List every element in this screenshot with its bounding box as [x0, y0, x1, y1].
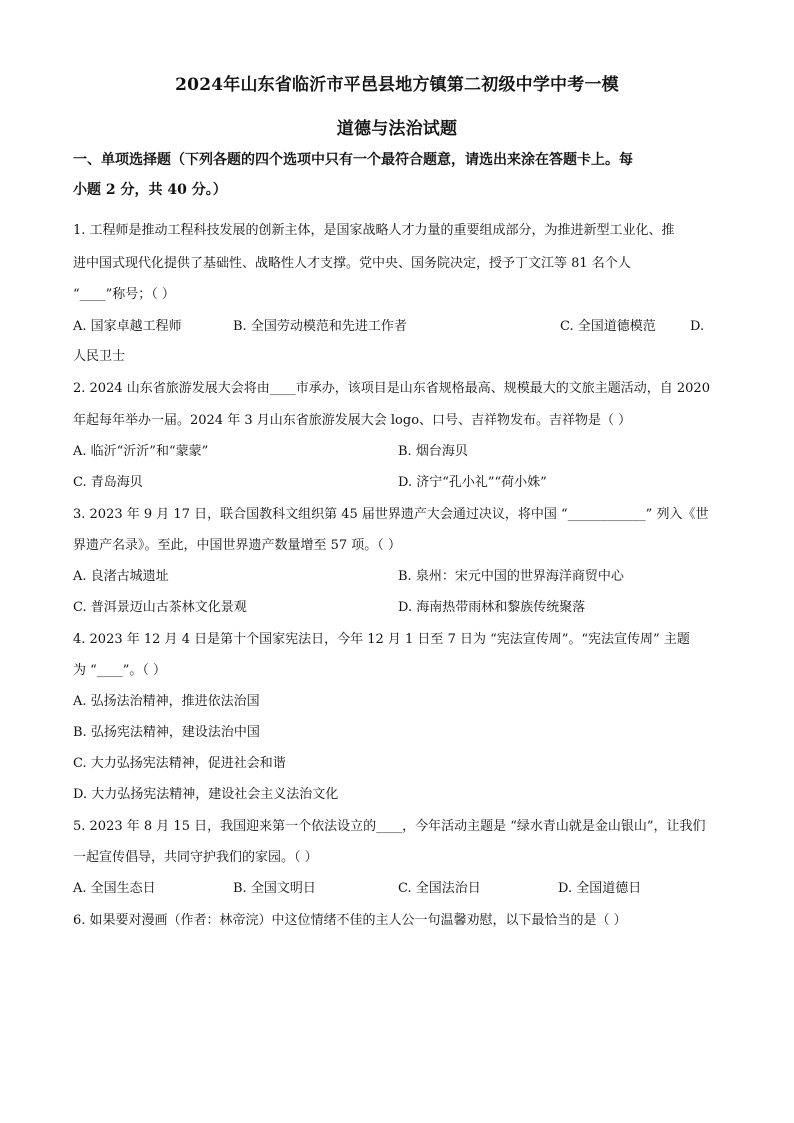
question-1-option-a: A. 国家卓越工程师	[73, 319, 182, 334]
question-5-option-d: D. 全国道德日	[558, 881, 642, 896]
question-5-line-2: 一起宣传倡导，共同守护我们的家园。（ ）	[73, 850, 318, 865]
question-2-line-2: 年起每年举办一届。2024 年 3 月山东省旅游发展大会 logo、口号、吉祥物发布。吉祥物是（ ）	[73, 413, 632, 428]
question-3-option-d: D. 海南热带雨林和黎族传统聚落	[398, 600, 586, 615]
question-3-option-c: C. 普洱景迈山古茶林文化景观	[73, 600, 247, 615]
question-3-option-a: A. 良渚古城遗址	[73, 569, 169, 584]
question-4-option-b: B. 弘扬宪法精神，建设法治中国	[73, 725, 260, 740]
question-5-option-b: B. 全国文明日	[233, 881, 316, 896]
section-heading-line-2: 小题 2 分，共 40 分。）	[73, 182, 227, 198]
question-4-option-d: D. 大力弘扬宪法精神，建设社会主义法治文化	[73, 787, 339, 802]
question-4-option-a: A. 弘扬法治精神，推进依法治国	[73, 694, 260, 709]
question-1-option-d-text: 人民卫士	[73, 349, 126, 364]
question-4-line-2: 为 “____”。（ ）	[73, 663, 167, 678]
question-3-option-b: B. 泉州：宋元中国的世界海洋商贸中心	[398, 569, 624, 584]
question-1-line-2: 进中国式现代化提供了基础性、战略性人才支撑。党中央、国务院决定，授予丁文江等 81 名个人	[73, 256, 631, 271]
question-3-line-2: 界遗产名录》。至此，中国世界遗产数量增至 57 项。（ ）	[73, 538, 401, 553]
question-5-option-c: C. 全国法治日	[398, 881, 481, 896]
question-1-option-d: D.	[690, 319, 705, 334]
question-4-line-1: 4. 2023 年 12 月 4 日是第十个国家宪法日，今年 12 月 1 日至 7 日为 “宪法宣传周”。“宪法宣传周” 主题	[73, 632, 690, 647]
question-2-line-1: 2. 2024 山东省旅游发展大会将由____市承办，该项目是山东省规格最高、规模最大的文旅主题活动，自 2020	[73, 381, 710, 396]
question-2-option-a: A. 临沂“沂沂”和“蒙蒙”	[73, 444, 209, 459]
question-2-option-d: D. 济宁“孔小礼”“荷小姝”	[398, 475, 547, 490]
question-1-line-3: “____”称号；（ ）	[73, 287, 175, 302]
question-5-option-a: A. 全国生态日	[73, 881, 156, 896]
section-heading-line-1: 一、单项选择题（下列各题的四个选项中只有一个最符合题意，请选出来涂在答题卡上。每	[73, 152, 633, 168]
question-5-line-1: 5. 2023 年 8 月 15 日，我国迎来第一个依法设立的____，今年活动主题是 “绿水青山就是金山银山”，让我们	[73, 819, 706, 834]
question-4-option-c: C. 大力弘扬宪法精神，促进社会和谐	[73, 756, 286, 771]
exam-subtitle: 道德与法治试题	[336, 119, 458, 139]
question-6-line-1: 6. 如果要对漫画（作者：林帝浣）中这位情绪不佳的主人公一句温馨劝慰，以下最恰当的是（ ）	[73, 913, 627, 928]
question-2-option-c: C. 青岛海贝	[73, 475, 143, 490]
question-3-line-1: 3. 2023 年 9 月 17 日，联合国教科文组织第 45 届世界遗产大会通过决议，将中国 “____________” 列入《世	[73, 507, 709, 522]
question-2-option-b: B. 烟台海贝	[398, 444, 468, 459]
exam-title: 2024年山东省临沂市平邑县地方镇第二初级中学中考一模	[175, 75, 619, 95]
question-1-option-b: B. 全国劳动模范和先进工作者	[233, 319, 407, 334]
question-1-option-c: C. 全国道德模范	[560, 319, 656, 334]
question-1-line-1: 1. 工程师是推动工程科技发展的创新主体，是国家战略人才力量的重要组成部分，为推进新型工业化、推	[73, 223, 675, 238]
